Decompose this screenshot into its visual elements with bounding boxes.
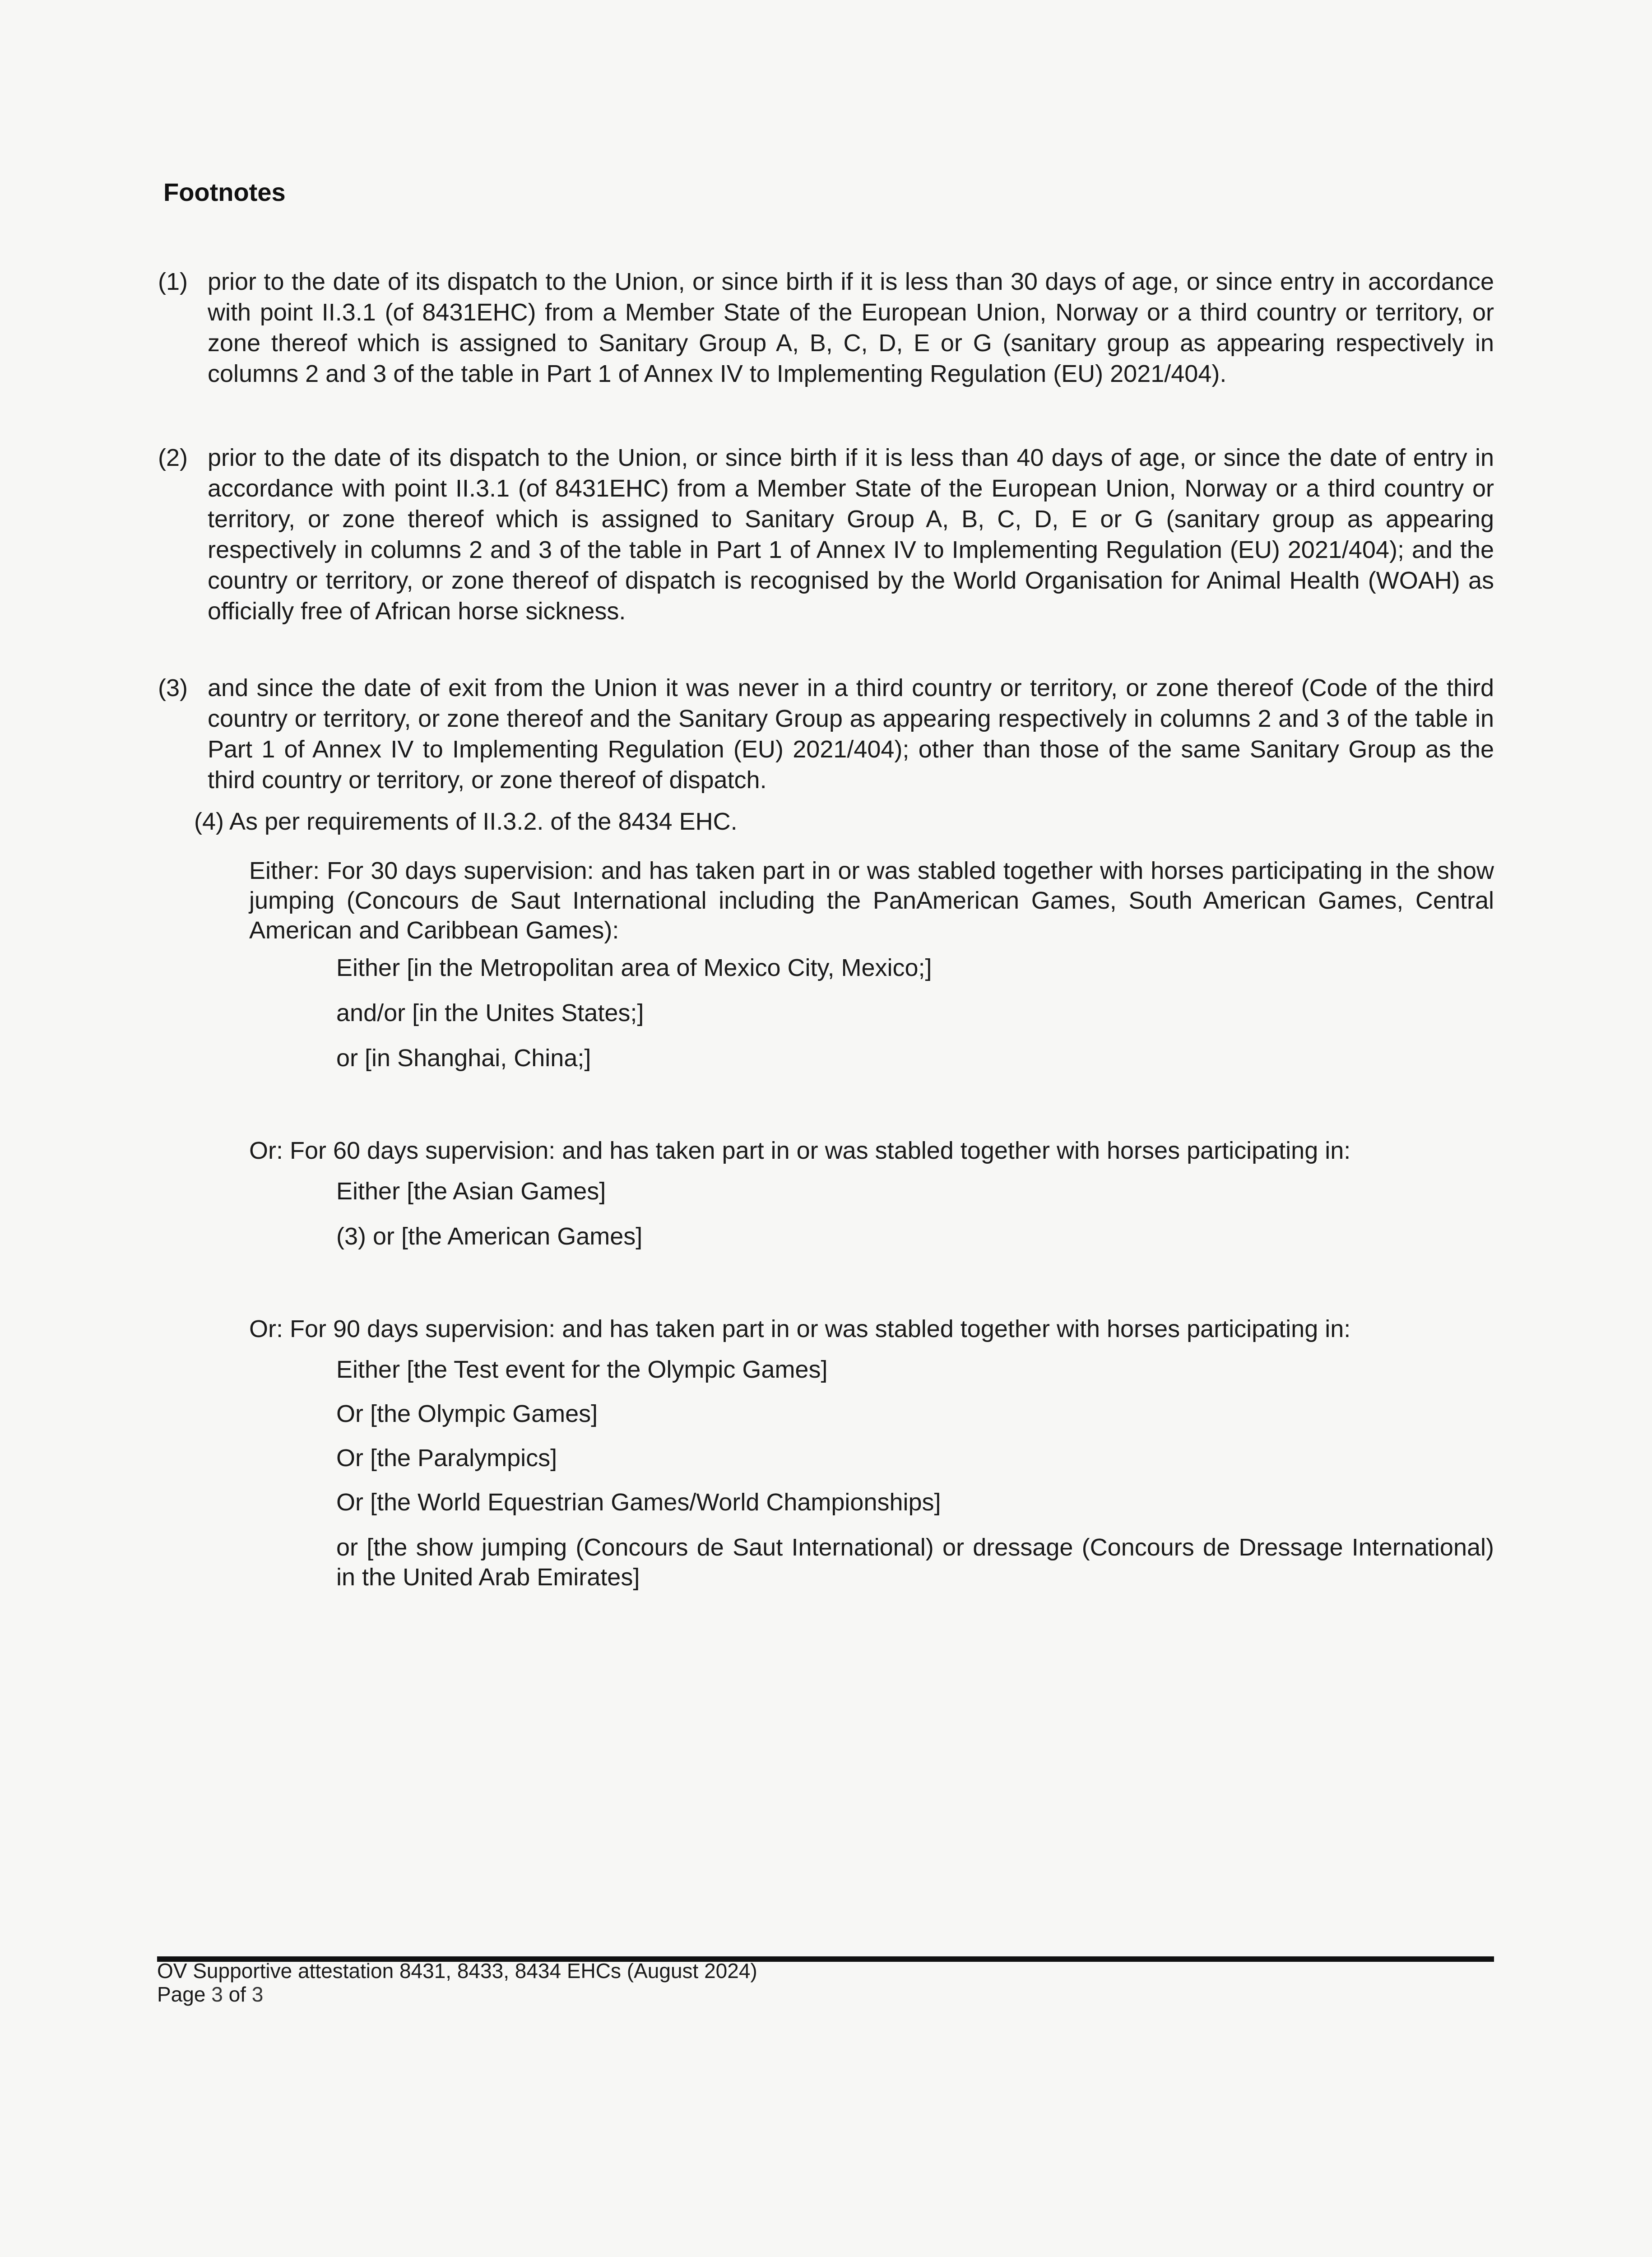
footnote-number: (2) bbox=[158, 444, 188, 471]
footnote-2 bbox=[158, 442, 1494, 627]
footnote-1 bbox=[158, 266, 1494, 389]
or-60-days-text: Or: For 60 days supervision: and has taken part in or was stabled together with horses participating in: bbox=[249, 1137, 1351, 1164]
list-90-item-4: Or [the World Equestrian Games/World Championships] bbox=[336, 1489, 941, 1516]
or-90-days-text: Or: For 90 days supervision: and has taken part in or was stabled together with horses participating in: bbox=[249, 1315, 1351, 1342]
footnote-text: and since the date of exit from the Union it was never in a third country or territory, or zone thereof (Code of the third country or territory, or zone thereof and the Sanitary Group as appearing respectively in columns 2 and 3 of the table in Part 1 of Annex IV to Implementing Regulation (EU) 2021/404); other than those of the same Sanitary Group as the third country or territory, or zone thereof of dispatch. bbox=[208, 674, 1494, 794]
list-30-item-3: or [in Shanghai, China;] bbox=[336, 1045, 591, 1072]
footnote-3 bbox=[158, 673, 1494, 795]
footnote-number: (1) bbox=[158, 268, 188, 295]
page-label: Page bbox=[157, 1983, 206, 2006]
either-30-days-text: Either: For 30 days supervision: and has taken part in or was stabled together with horses participating in the show jumping (Concours de Saut International including the PanAmerican Games, South American Games, Central American and Caribbean Games): bbox=[249, 857, 1494, 944]
list-30-item-1: Either [in the Metropolitan area of Mexico City, Mexico;] bbox=[336, 954, 932, 981]
footnote-text: prior to the date of its dispatch to the Union, or since birth if it is less than 40 days of age, or since the date of entry in accordance with point II.3.1 (of 8431EHC) from a Member State of the European Union, Norway or a third country or territory, or zone thereof which is assigned to Sanitary Group A, B, C, D, E or G (sanitary group as appearing respectively in columns 2 and 3 of the table in Part 1 of Annex IV to Implementing Regulation (EU) 2021/404); and the country or territory, or zone thereof of dispatch is recognised by the World Organisation for Animal Health (WOAH) as officially free of African horse sickness. bbox=[208, 444, 1494, 625]
footnote-number: (3) bbox=[158, 674, 188, 701]
list-60-item-2: (3) or [the American Games] bbox=[336, 1223, 643, 1250]
list-90-item-5: or [the show jumping (Concours de Saut International) or dressage (Concours de Dressage International) in the United Arab Emirates] bbox=[336, 1534, 1494, 1591]
page-current: 3 bbox=[211, 1983, 223, 2006]
list-60-item-1: Either [the Asian Games] bbox=[336, 1178, 606, 1205]
footnote-text: prior to the date of its dispatch to the Union, or since birth if it is less than 30 days of age, or since entry in accordance with point II.3.1 (of 8431EHC) from a Member State of the European Union, Norway or a third country or territory, or zone thereof which is assigned to Sanitary Group A, B, C, D, E or G (sanitary group as appearing respectively in columns 2 and 3 of the table in Part 1 of Annex IV to Implementing Regulation (EU) 2021/404). bbox=[208, 268, 1494, 387]
list-30-item-2: and/or [in the Unites States;] bbox=[336, 999, 644, 1026]
page-of: of bbox=[228, 1983, 246, 2006]
footnotes-heading: Footnotes bbox=[163, 178, 286, 206]
list-90-item-2: Or [the Olympic Games] bbox=[336, 1400, 598, 1427]
footer-page-number bbox=[157, 1983, 263, 2006]
note-4-title: (4) As per requirements of II.3.2. of the 8434 EHC. bbox=[194, 808, 738, 835]
list-90-item-1: Either [the Test event for the Olympic Games] bbox=[336, 1356, 828, 1383]
footer-title: OV Supportive attestation 8431, 8433, 8434 EHCs (August 2024) bbox=[157, 1959, 757, 1983]
page-total: 3 bbox=[251, 1983, 264, 2006]
list-90-item-3: Or [the Paralympics] bbox=[336, 1444, 557, 1472]
